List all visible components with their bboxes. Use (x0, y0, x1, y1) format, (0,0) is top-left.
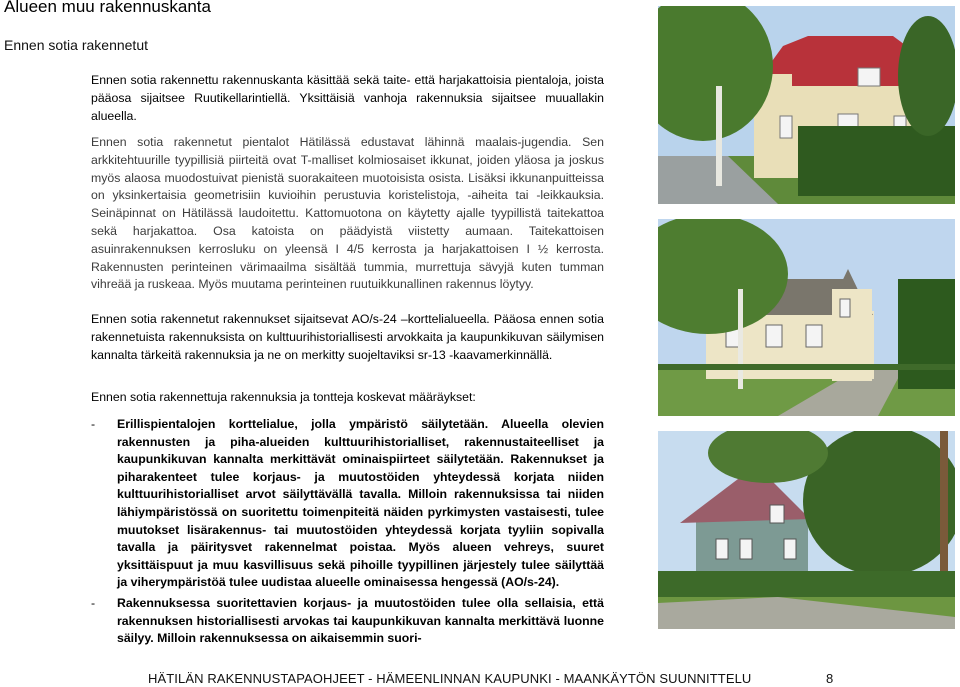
page-footer: HÄTILÄN RAKENNUSTAPAOHJEET - HÄMEENLINNAN KAUPUNKI - MAANKÄYTÖN SUUNNITTELU (148, 671, 752, 686)
paragraph-regulations-intro: Ennen sotia rakennettuja rakennuksia ja tontteja koskevat määräykset: (91, 390, 476, 404)
photo-cream-house-grey-roof (658, 219, 955, 416)
paragraph-architecture-body: Sen arkkitehtuurille tyypillisiä piirteitä ovat T-malliset kolmiosaiset ikkunat, joiden yläosa ja joskus myös alaosa muodostuivat pienistä suorakaiteen muotoisista osista. Lisäksi ikkunanpuitteissa on yksinkertaisia geometrisiin kuvioihin perustuvia koristelistoja, -aiheita tai -leikkauksia. Seinäpinnat on Hätilässä laudoitettu. Kattomuotona on käytetty ajalle tyypillistä taitekattoa sekä harjakattoa. Osa katoista on päädyistä viistetty aumaan. Taitekattoisen asuinrakennuksen kerrosluku on yleensä I 4/5 kerrosta ja harjakattoisen I ½ kerrosta. Rakennusten perinteinen värimaailma sisältää tummia, murrettuja sävyjä kuten tumman vihreää ja ruskeaa. Myös muutama perinteinen ruutuikkunallinen rakennus löytyy. (91, 135, 604, 292)
bullet-text: Erillispientalojen korttelialue, jolla ympäristö säilytetään. Alueella olevien rakennusten ja piha-alueiden kulttuurihistorialliset, rakennustaiteelliset ja kaupunkikuvan kannalta merkittävät ominaispiirteet säilytetään. Rakennukset ja piharakenteet tulee korjaus- ja muutostöiden yhteydessä korjata niiden kulttuurihistorialliset arvot säilyttävällä tavalla. Milloin rakennuksissa tai niiden lähiympäristössä on suoritettu toimenpiteitä näiden pyrkimysten vastaisesti, tulee muutokset lisärakennus- tai muutostöiden yhteydessä korjata tyyliin sopivalla tavalla ja päiritysvet rakennelmat poistaa. Myös alueen vehreys, suuret yksittäispuut ja muu kasvillisuus sekä pihoille tyypillinen järjestely tulee säilyttää ja viherympäristöä tulee uudistaa alueelle ominaisessa hengessä (AO/s-24). (117, 417, 604, 590)
paragraph-architecture-lead: Ennen sotia rakennetut pientalot Hätilässä edustavat lähinnä maalais-jugendia. (91, 135, 572, 149)
page-number: 8 (826, 671, 834, 686)
photo-green-house (658, 431, 955, 629)
section-subheading: Ennen sotia rakennetut (4, 37, 148, 53)
paragraph-intro: Ennen sotia rakennettu rakennuskanta käsittää sekä taite- että harjakattoisia pientaloja, joista pääosa sijaitsee Ruutikellarintiellä. Yksittäisiä vanhoja rakennuksia sijaitsee muuallakin alueella. (91, 73, 604, 123)
bullet-text: Rakennuksessa suoritettavien korjaus- ja muutostöiden tulee olla sellaisia, että rakennuksen historiallisesti arvokas tai kaupunkikuvan kannalta merkittävä luonne säilyy. Milloin rakennuksessa on aikaisemmin suori- (117, 596, 604, 646)
photo-cream-house-red-roof (658, 6, 955, 204)
paragraph-architecture (91, 134, 604, 294)
paragraph-location: Ennen sotia rakennetut rakennukset sijaitsevat AO/s-24 –korttelialueella. Pääosa ennen sotia rakennetuista rakennuksista on kulttuurihistoriallisesti arvokkaita ja kaupunkikuvan säilymisen kannalta tärkeitä rakennuksia ja ne on merkitty suojeltaviksi sr-13 -kaavamerkinnällä. (91, 312, 604, 362)
bullet-dash: - (91, 596, 96, 610)
page-heading: Alueen muu rakennuskanta (4, 0, 211, 16)
bullet-dash: - (91, 417, 96, 431)
